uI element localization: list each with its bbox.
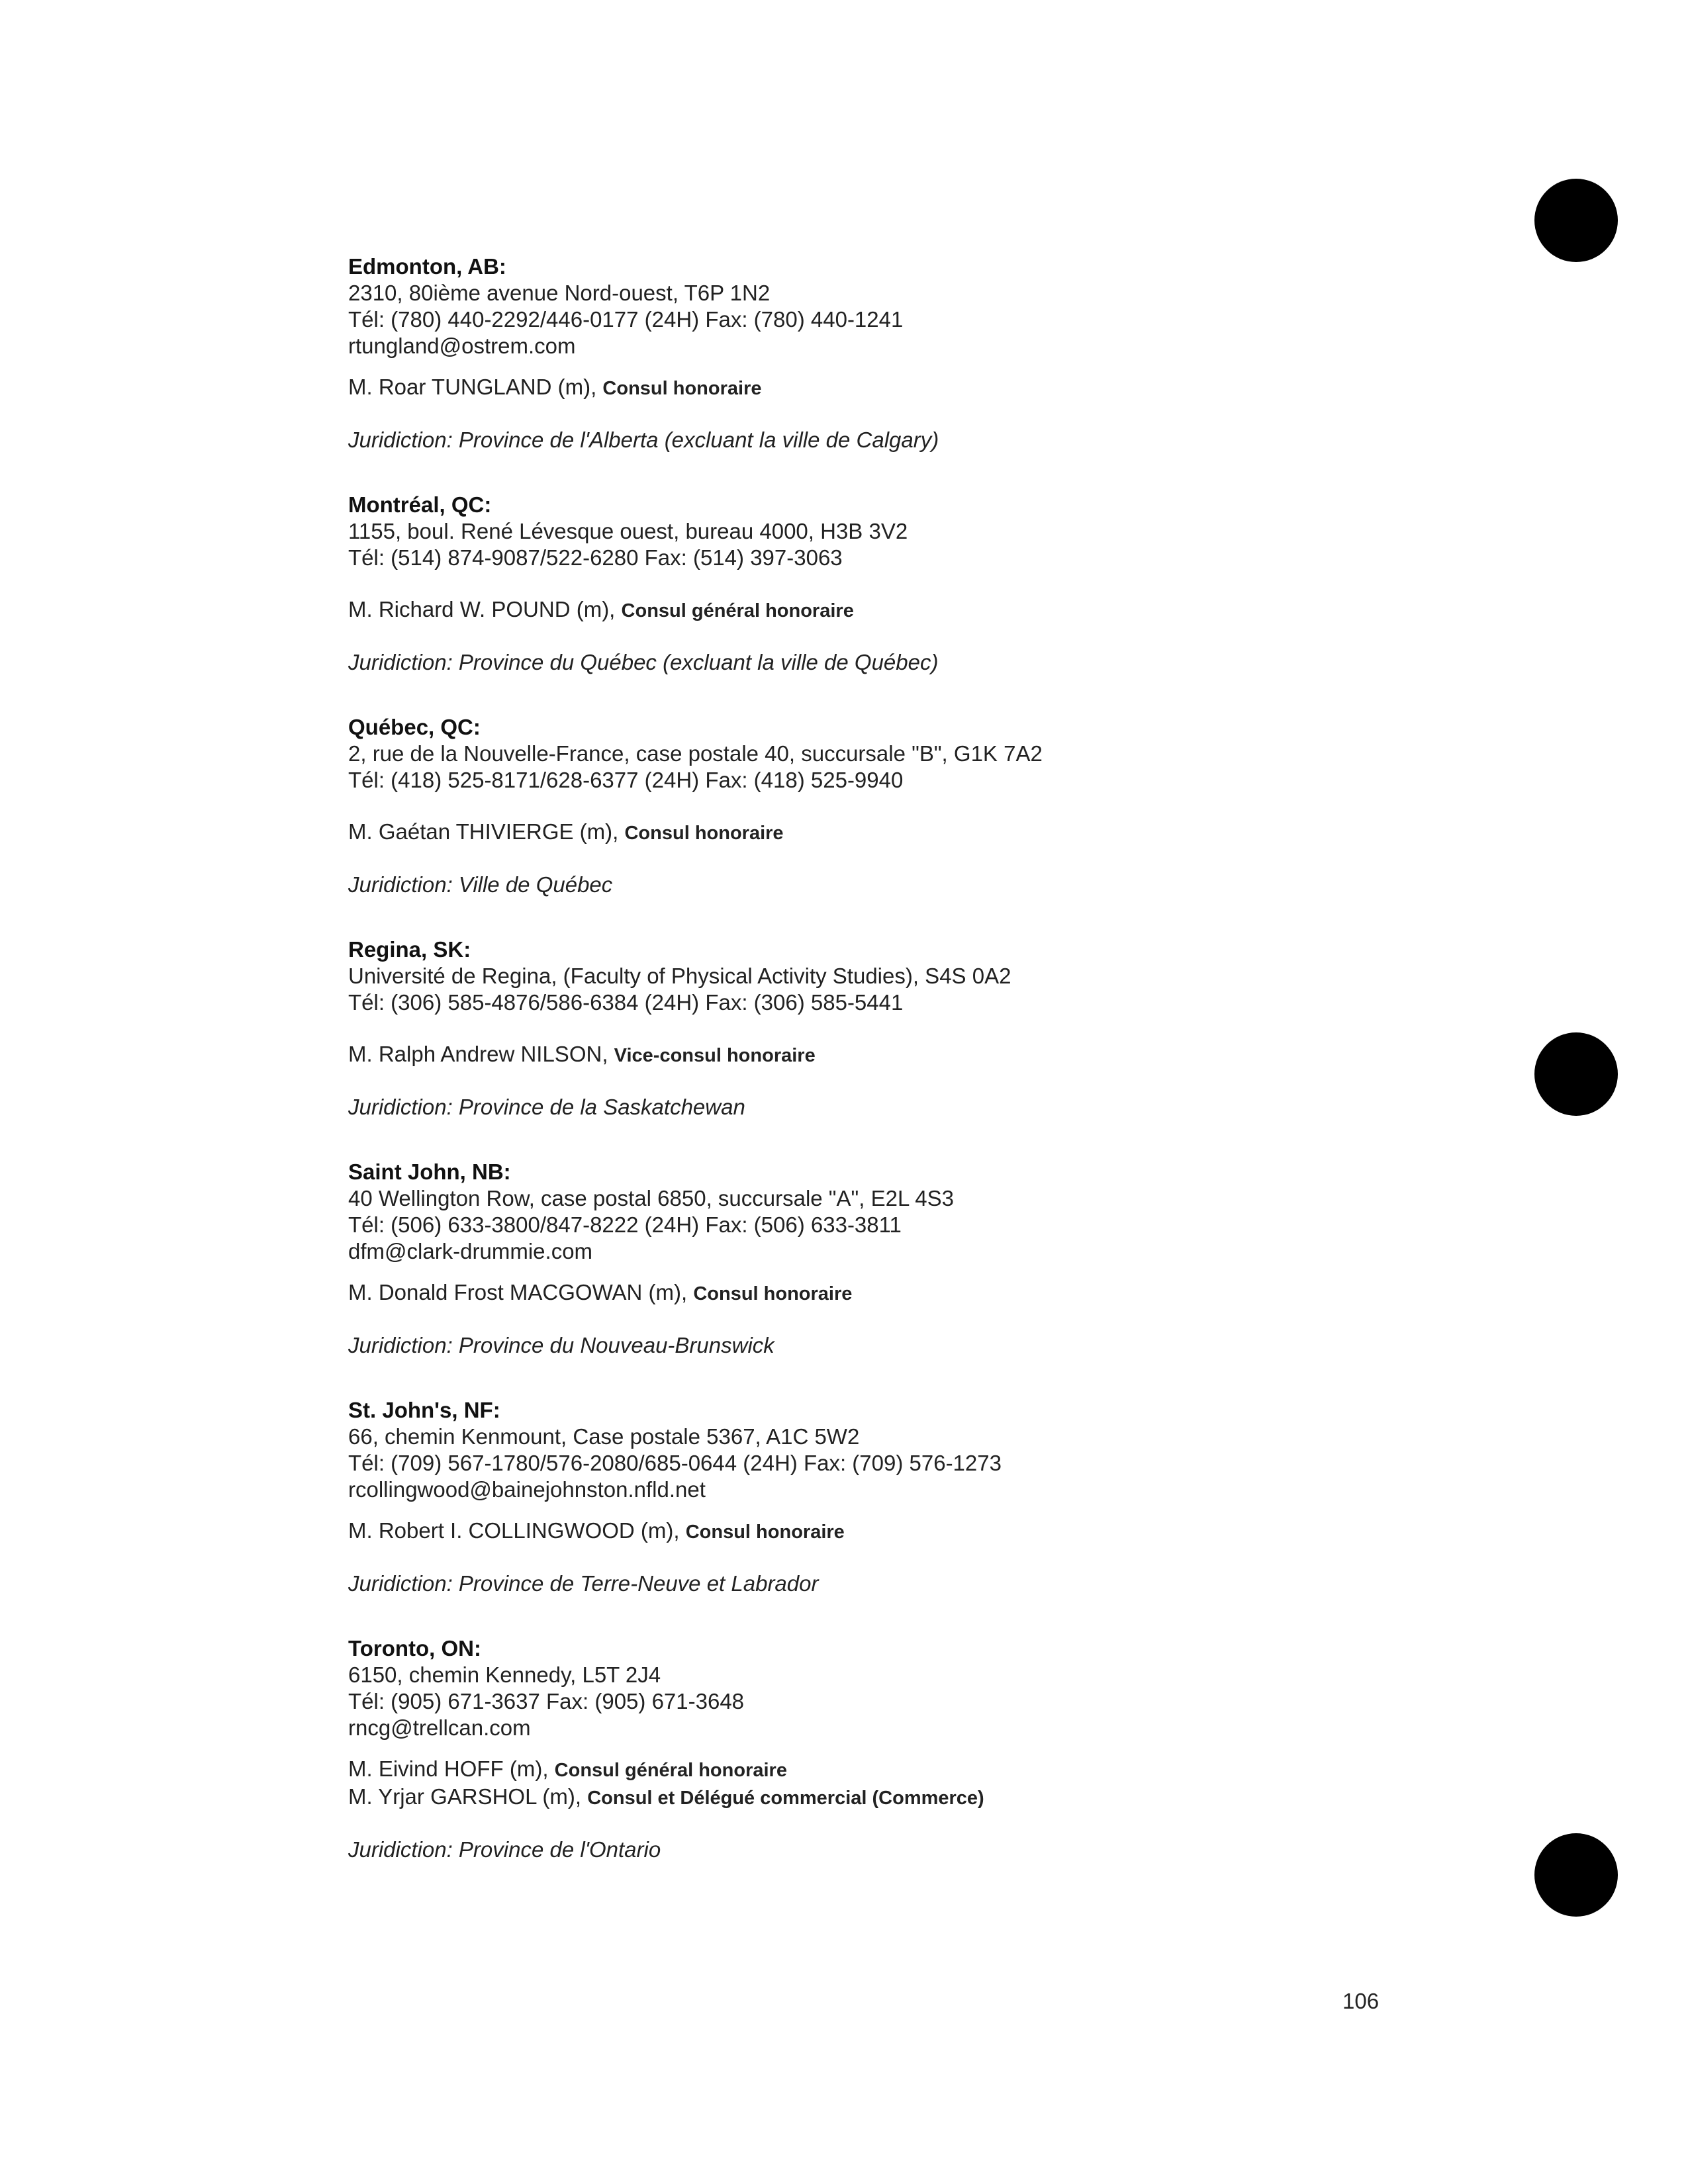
entry-saint-john xyxy=(348,1159,1513,1359)
entry-montreal xyxy=(348,492,1513,676)
official xyxy=(348,1784,1513,1811)
jurisdiction: Juridiction: Province de Terre-Neuve et Labrador xyxy=(348,1571,819,1596)
official-name: M. Gaétan THIVIERGE (m), xyxy=(348,819,625,844)
phone-fax: Tél: (514) 874-9087/522-6280 Fax: (514) 397-3063 xyxy=(348,545,843,570)
address: 1155, boul. René Lévesque ouest, bureau 4000, H3B 3V2 xyxy=(348,519,908,543)
jurisdiction: Juridiction: Province du Nouveau-Brunswick xyxy=(348,1333,774,1357)
official-name: M. Richard W. POUND (m), xyxy=(348,597,622,621)
official-title: Consul général honoraire xyxy=(554,1760,787,1781)
official xyxy=(348,374,1513,402)
official-name: M. Donald Frost MACGOWAN (m), xyxy=(348,1280,694,1304)
jurisdiction: Juridiction: Province de la Saskatchewan xyxy=(348,1095,745,1119)
punch-hole-bottom xyxy=(1534,1833,1618,1917)
punch-hole-middle xyxy=(1534,1032,1618,1116)
official-title: Consul honoraire xyxy=(693,1283,853,1304)
official xyxy=(348,596,1513,624)
city-heading: St. John's, NF: xyxy=(348,1398,500,1422)
address: 40 Wellington Row, case postal 6850, succursale "A", E2L 4S3 xyxy=(348,1186,954,1210)
phone-fax: Tél: (905) 671-3637 Fax: (905) 671-3648 xyxy=(348,1689,745,1713)
email: rtungland@ostrem.com xyxy=(348,334,576,358)
jurisdiction: Juridiction: Province du Québec (excluant la ville de Québec) xyxy=(348,650,939,674)
official-name: M. Robert I. COLLINGWOOD (m), xyxy=(348,1518,686,1543)
official-title: Consul général honoraire xyxy=(621,600,854,621)
jurisdiction: Juridiction: Province de l'Ontario xyxy=(348,1837,661,1862)
official xyxy=(348,1279,1513,1307)
phone-fax: Tél: (709) 567-1780/576-2080/685-0644 (24H) Fax: (709) 576-1273 xyxy=(348,1451,1002,1475)
punch-hole-top xyxy=(1534,179,1618,262)
address: 2310, 80ième avenue Nord-ouest, T6P 1N2 xyxy=(348,281,771,305)
entry-quebec xyxy=(348,714,1513,898)
phone-fax: Tél: (506) 633-3800/847-8222 (24H) Fax: (506) 633-3811 xyxy=(348,1212,902,1237)
jurisdiction: Juridiction: Province de l'Alberta (excluant la ville de Calgary) xyxy=(348,428,939,452)
official-title: Consul et Délégué commercial (Commerce) xyxy=(587,1788,984,1809)
city-heading: Toronto, ON: xyxy=(348,1636,481,1661)
official-name: M. Ralph Andrew NILSON, xyxy=(348,1042,614,1066)
official-title: Consul honoraire xyxy=(602,378,762,399)
phone-fax: Tél: (418) 525-8171/628-6377 (24H) Fax: (418) 525-9940 xyxy=(348,768,904,792)
official-title: Consul honoraire xyxy=(685,1522,845,1543)
official xyxy=(348,1041,1513,1069)
phone-fax: Tél: (306) 585-4876/586-6384 (24H) Fax: (306) 585-5441 xyxy=(348,990,904,1015)
email: dfm@clark-drummie.com xyxy=(348,1239,593,1263)
official-name: M. Eivind HOFF (m), xyxy=(348,1756,555,1781)
address: Université de Regina, (Faculty of Physical Activity Studies), S4S 0A2 xyxy=(348,964,1011,988)
page-number: 106 xyxy=(1342,1989,1380,2013)
city-heading: Montréal, QC: xyxy=(348,492,492,517)
city-heading: Québec, QC: xyxy=(348,715,481,739)
jurisdiction: Juridiction: Ville de Québec xyxy=(348,872,613,897)
official-title: Vice-consul honoraire xyxy=(614,1045,816,1066)
official xyxy=(348,819,1513,846)
city-heading: Edmonton, AB: xyxy=(348,254,506,279)
entry-st-johns xyxy=(348,1397,1513,1597)
entry-edmonton xyxy=(348,253,1513,453)
address: 66, chemin Kenmount, Case postale 5367, A1C 5W2 xyxy=(348,1424,860,1449)
city-heading: Regina, SK: xyxy=(348,937,471,962)
email: rcollingwood@bainejohnston.nfld.net xyxy=(348,1477,706,1502)
official-name: M. Yrjar GARSHOL (m), xyxy=(348,1784,588,1809)
official-title: Consul honoraire xyxy=(624,823,784,844)
entry-toronto xyxy=(348,1635,1513,1863)
email: rncg@trellcan.com xyxy=(348,1715,531,1740)
official xyxy=(348,1756,1513,1784)
city-heading: Saint John, NB: xyxy=(348,1160,511,1184)
address: 2, rue de la Nouvelle-France, case postale 40, succursale "B", G1K 7A2 xyxy=(348,741,1043,766)
official xyxy=(348,1518,1513,1545)
phone-fax: Tél: (780) 440-2292/446-0177 (24H) Fax: (780) 440-1241 xyxy=(348,307,904,332)
official-name: M. Roar TUNGLAND (m), xyxy=(348,375,603,399)
consulate-list xyxy=(348,253,1513,1901)
address: 6150, chemin Kennedy, L5T 2J4 xyxy=(348,1662,661,1687)
entry-regina xyxy=(348,936,1513,1120)
